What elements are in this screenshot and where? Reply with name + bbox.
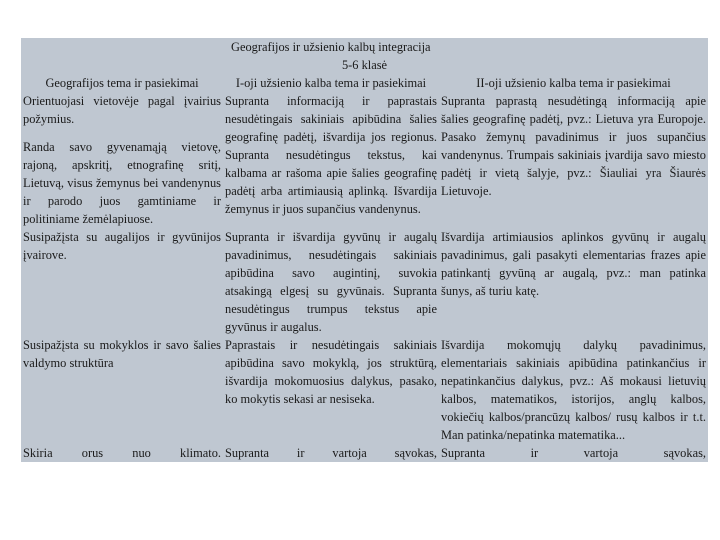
geography-outcome: Orientuojasi vietovėje pagal įvairius požymius. xyxy=(23,94,221,126)
geography-cell: Skiria orus nuo klimato. xyxy=(23,446,221,460)
geography-outcome: Randa savo gyvenamąją vietovę, rajoną, apskritį, etnografinę sritį, Lietuvą, visus žemynus bei vandenynus ir parodo juos gamtiniame ir politiniame žemėlapiuose. xyxy=(23,140,221,226)
column-header-second-language: II-oji užsienio kalba tema ir pasiekimai xyxy=(476,76,671,90)
table-row xyxy=(21,92,708,228)
first-language-cell: Paprastais ir nesudėtingais sakiniais apibūdina savo mokyklą, jos struktūrą, išvardija mokomuosius dalykus, pasako, ko mokytis sekasi ar nesiseka. xyxy=(225,338,437,406)
first-language-cell: Supranta ir vartoja sąvokas, xyxy=(225,446,437,460)
column-header-first-language: I-oji užsienio kalba tema ir pasiekimai xyxy=(235,76,427,90)
grade-label: 5-6 klasė xyxy=(341,58,388,72)
geography-cell: Susipažįsta su mokyklos ir savo šalies valdymo struktūra xyxy=(23,338,221,370)
table-row xyxy=(21,336,708,444)
table-header-title-row xyxy=(21,38,708,56)
table-header-grade-row xyxy=(21,56,708,74)
integration-table xyxy=(21,38,708,462)
first-language-cell: Supranta informaciją ir paprastais nesudėtingais sakiniais apibūdina šalies geografinę padėtį, išvardija jos regionus. Supranta nesudėtingus tekstus, kai kalbama ar rašoma apie šalies geografinę padėtį arba artimiausią aplinką. Išvardija žemynus ir juos supančius vandenynus. xyxy=(225,94,437,216)
second-language-cell: Supranta ir vartoja sąvokas, xyxy=(441,446,706,460)
geography-cell xyxy=(21,92,223,228)
second-language-cell: Išvardija artimiausios aplinkos gyvūnų ir augalų pavadinimus, gali pasakyti elementarias frazes apie patinkantį gyvūną ar augalą, pvz.: man patinka šunys, aš turiu katę. xyxy=(441,230,706,298)
geography-cell: Susipažįsta su augalijos ir gyvūnijos įvairove. xyxy=(23,230,221,262)
second-language-cell: Išvardija mokomųjų dalykų pavadinimus, elementariais sakiniais apibūdina patinkančius ir nepatinkančius dalykus, pvz.: Aš mokausi lietuvių kalbos, matematikos, istorijos, anglų kalbos, vokiečių kalbos/prancūzų kalbos/ rusų kalbos ir t.t. Man patinka/nepatinka matematika... xyxy=(441,338,706,442)
table-header-columns-row xyxy=(21,74,708,92)
table-title: Geografijos ir užsienio kalbų integracija xyxy=(231,40,431,54)
second-language-cell: Supranta paprastą nesudėtingą informaciją apie šalies geografinę padėtį, pvz.: Lietuva yra Europoje. Pasako žemynų pavadinimus ir juos supančius vandenynus. Trumpais sakiniais įvardija savo miesto padėtį ir vietą šalyje, pvz.: Šiauliai yra Šiaurės Lietuvoje. xyxy=(441,94,706,198)
table-row xyxy=(21,444,708,462)
column-header-geography: Geografijos tema ir pasiekimai xyxy=(45,76,199,90)
first-language-cell: Supranta ir išvardija gyvūnų ir augalų pavadinimus, nesudėtingais sakiniais apibūdina savo augintinį, suvokia atsakingą elgesį su gyvūnais. Supranta nesudėtingus trumpus tekstus apie gyvūnus ir augalus. xyxy=(225,230,437,334)
table-row xyxy=(21,228,708,336)
